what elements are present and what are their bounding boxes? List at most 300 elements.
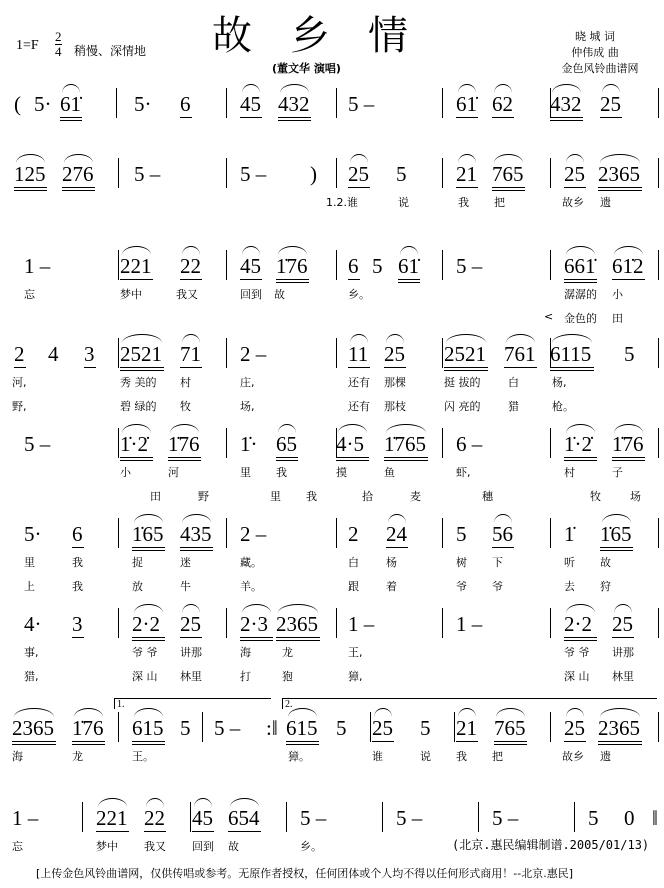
lyric-verse-1: 里 bbox=[24, 556, 35, 569]
lyric-verse-1: 王。 bbox=[132, 750, 154, 763]
barline bbox=[118, 428, 119, 458]
barline bbox=[550, 608, 551, 638]
duration-underline bbox=[598, 744, 642, 745]
lyric-verse-1: 杨, bbox=[552, 376, 567, 389]
lyric-verse-1: 我 bbox=[276, 466, 287, 479]
barline bbox=[202, 712, 203, 742]
note-group: 24 bbox=[386, 522, 407, 546]
note-group: 1̇ bbox=[564, 522, 575, 546]
note-group: 61̇ bbox=[60, 92, 81, 116]
lyric-verse-1: 獐。 bbox=[288, 750, 310, 763]
duration-underline bbox=[492, 190, 525, 191]
slur-arc bbox=[182, 246, 200, 255]
duration-underline bbox=[598, 741, 642, 742]
lyric-verse-2: 碧 绿的 bbox=[120, 400, 157, 413]
barline bbox=[658, 712, 659, 742]
note-group: 22 bbox=[144, 806, 165, 830]
lyric-verse-2: 狍 bbox=[282, 670, 293, 683]
barline bbox=[550, 518, 551, 548]
note-group: ( bbox=[14, 92, 21, 116]
duration-underline bbox=[72, 637, 84, 638]
duration-underline bbox=[564, 640, 597, 641]
barline bbox=[550, 158, 551, 188]
barline bbox=[116, 88, 117, 118]
duration-underline bbox=[276, 460, 298, 461]
barline bbox=[442, 518, 443, 548]
barline bbox=[118, 338, 119, 368]
lyric-verse-1: 村 bbox=[564, 466, 575, 479]
duration-underline bbox=[456, 741, 478, 742]
duration-underline bbox=[132, 637, 165, 638]
note-group: 3 bbox=[72, 612, 83, 636]
barline bbox=[658, 428, 659, 458]
slur-arc bbox=[98, 798, 127, 807]
duration-underline bbox=[598, 190, 642, 191]
note-group: ‖ bbox=[652, 806, 658, 830]
note-group: 71 bbox=[180, 342, 201, 366]
duration-underline bbox=[444, 367, 488, 368]
slur-arc bbox=[122, 424, 151, 433]
lyric-verse-2: 野 bbox=[198, 490, 209, 503]
barline bbox=[550, 250, 551, 280]
duration-underline bbox=[286, 741, 319, 742]
lyric-verse-1: 我 bbox=[456, 750, 467, 763]
duration-underline bbox=[60, 117, 82, 118]
duration-underline bbox=[384, 367, 406, 368]
duration-underline bbox=[14, 367, 26, 368]
barline bbox=[118, 712, 119, 742]
volta-bracket bbox=[282, 698, 657, 709]
note-group: 2521 bbox=[120, 342, 162, 366]
note-group: 3 bbox=[84, 342, 95, 366]
lyric-verse-1: 故 bbox=[600, 556, 611, 569]
note-group: 2 – bbox=[240, 522, 267, 546]
lyric-verse-2: 獐, bbox=[348, 670, 363, 683]
note-group: 1̇76 bbox=[276, 254, 308, 278]
lyric-verse-1: 把 bbox=[492, 750, 503, 763]
note-group: 5 – bbox=[300, 806, 327, 830]
duration-underline bbox=[278, 120, 311, 121]
copyright-footer: [上传金色风铃曲谱网，仅供传唱或参考。无原作者授权，任何团体或个人均不得以任何形式商用！--北京.惠民] bbox=[36, 867, 574, 880]
lyric-verse-1: 龙 bbox=[282, 646, 293, 659]
lyric-verse-1: 河 bbox=[168, 466, 179, 479]
lyric-verse-2: 那枝 bbox=[384, 400, 406, 413]
lyric-verse-2: 我 bbox=[306, 490, 317, 503]
lyric-verse-1: 听 bbox=[564, 556, 575, 569]
duration-underline bbox=[14, 190, 47, 191]
lyric-verse-1: 谁 bbox=[372, 750, 383, 763]
slur-arc bbox=[16, 154, 45, 163]
slur-arc bbox=[566, 604, 595, 613]
duration-underline bbox=[96, 831, 129, 832]
slur-arc bbox=[458, 708, 476, 717]
note-group: 21 bbox=[456, 162, 477, 186]
note-group: :‖ bbox=[266, 716, 278, 740]
barline bbox=[118, 608, 119, 638]
duration-underline bbox=[550, 117, 583, 118]
duration-underline bbox=[550, 370, 594, 371]
duration-underline bbox=[384, 457, 428, 458]
note-group: 5· bbox=[24, 522, 42, 546]
barline bbox=[550, 428, 551, 458]
note-group: 2 – bbox=[240, 342, 267, 366]
lyric-verse-2: 林里 bbox=[612, 670, 634, 683]
note-group: 21 bbox=[456, 716, 477, 740]
note-group: 615 bbox=[132, 716, 164, 740]
duration-underline bbox=[278, 117, 311, 118]
composer-credit: 仲伟成 曲 bbox=[571, 46, 619, 59]
lyric-verse-1: 回到 bbox=[192, 840, 214, 853]
duration-underline bbox=[60, 120, 82, 121]
duration-underline bbox=[84, 367, 96, 368]
note-group: 5 – bbox=[214, 716, 241, 740]
lyric-verse-1: 子 bbox=[612, 466, 623, 479]
duration-underline bbox=[286, 744, 319, 745]
slur-arc bbox=[242, 84, 260, 93]
note-group: 2·2 bbox=[132, 612, 160, 636]
duration-underline bbox=[444, 370, 488, 371]
slur-arc bbox=[278, 604, 318, 613]
note-group: 0 bbox=[624, 806, 635, 830]
note-group: 2 bbox=[348, 522, 359, 546]
lyric-verse-1: 忘 bbox=[12, 840, 23, 853]
note-group: 5 bbox=[420, 716, 431, 740]
barline bbox=[478, 802, 479, 832]
lyric-verse-1: 迷 bbox=[180, 556, 191, 569]
slur-arc bbox=[134, 514, 163, 523]
duration-underline bbox=[564, 282, 597, 283]
lyric-verse-2: 爷 bbox=[492, 580, 503, 593]
note-group: 1̇76 bbox=[72, 716, 104, 740]
lyric-verse-2: < bbox=[544, 310, 554, 323]
duration-underline bbox=[12, 744, 56, 745]
lyric-verse-1: 乡。 bbox=[348, 288, 370, 301]
barline bbox=[336, 338, 337, 368]
duration-underline bbox=[62, 187, 95, 188]
lyric-verse-2: 场, bbox=[240, 400, 255, 413]
lyric-verse-1: 白 bbox=[348, 556, 359, 569]
note-group: 276 bbox=[62, 162, 94, 186]
duration-underline bbox=[132, 640, 165, 641]
slur-arc bbox=[614, 246, 643, 255]
lyric-verse-1: 那棵 bbox=[384, 376, 406, 389]
note-group: 5 – bbox=[456, 254, 483, 278]
duration-underline bbox=[120, 460, 153, 461]
note-group: 1̇· bbox=[240, 432, 258, 456]
lyric-verse-1: 梦中 bbox=[120, 288, 142, 301]
duration-underline bbox=[120, 279, 153, 280]
duration-underline bbox=[14, 187, 47, 188]
slur-arc bbox=[170, 424, 199, 433]
note-group: 6 – bbox=[456, 432, 483, 456]
slur-arc bbox=[566, 246, 595, 255]
note-group: 6115 bbox=[550, 342, 592, 366]
slur-arc bbox=[280, 84, 309, 93]
duration-underline bbox=[276, 637, 320, 638]
note-group: 5· bbox=[134, 92, 152, 116]
duration-underline bbox=[240, 117, 262, 118]
duration-underline bbox=[564, 460, 597, 461]
slur-arc bbox=[388, 514, 406, 523]
note-group: 61̇ bbox=[398, 254, 419, 278]
duration-underline bbox=[132, 550, 165, 551]
slur-arc bbox=[14, 708, 54, 717]
note-group: 5 bbox=[456, 522, 467, 546]
note-group: 1 – bbox=[456, 612, 483, 636]
note-group: 61̇ bbox=[456, 92, 477, 116]
slur-arc bbox=[614, 424, 643, 433]
barline bbox=[286, 802, 287, 832]
duration-underline bbox=[564, 457, 597, 458]
note-group: 65 bbox=[276, 432, 297, 456]
duration-underline bbox=[276, 457, 298, 458]
barline bbox=[658, 250, 659, 280]
duration-underline bbox=[180, 117, 192, 118]
lyric-verse-2: 金色的 bbox=[564, 312, 597, 325]
slur-arc bbox=[182, 334, 200, 343]
slur-arc bbox=[64, 154, 93, 163]
lyric-verse-2: 上 bbox=[24, 580, 35, 593]
barline bbox=[658, 608, 659, 638]
note-group: 25 bbox=[600, 92, 621, 116]
duration-underline bbox=[240, 279, 262, 280]
lyric-verse-1: 里 bbox=[240, 466, 251, 479]
lyric-verse-2: 深 山 bbox=[132, 670, 158, 683]
note-group: 1 – bbox=[12, 806, 39, 830]
lyric-verse-2: 还有 bbox=[348, 400, 370, 413]
duration-underline bbox=[336, 460, 369, 461]
lyric-verse-2: 场 bbox=[630, 490, 641, 503]
note-group: 56 bbox=[492, 522, 513, 546]
duration-underline bbox=[144, 831, 166, 832]
slur-arc bbox=[122, 246, 151, 255]
note-group: 45 bbox=[240, 92, 261, 116]
lyric-verse-1: 故乡 bbox=[562, 196, 584, 209]
lyric-verse-2: 深 山 bbox=[564, 670, 590, 683]
lyric-verse-1: 事, bbox=[24, 646, 39, 659]
barline bbox=[442, 250, 443, 280]
lyric-verse-1: 摸 bbox=[336, 466, 347, 479]
note-group: 432 bbox=[550, 92, 582, 116]
duration-underline bbox=[398, 282, 420, 283]
slur-arc bbox=[458, 84, 476, 93]
slur-arc bbox=[552, 334, 592, 343]
note-group: 5 bbox=[336, 716, 347, 740]
lyric-verse-1: 藏。 bbox=[240, 556, 262, 569]
barline bbox=[454, 712, 455, 742]
barline bbox=[382, 802, 383, 832]
lyric-verse-1: 说 bbox=[398, 196, 409, 209]
note-group: 435 bbox=[180, 522, 212, 546]
duration-underline bbox=[180, 279, 202, 280]
lyric-verse-2: 爷 bbox=[456, 580, 467, 593]
note-group: 125 bbox=[14, 162, 46, 186]
duration-underline bbox=[612, 279, 645, 280]
tempo-marking: 稍慢、深情地 bbox=[74, 44, 147, 58]
barline bbox=[226, 88, 227, 118]
barline bbox=[442, 338, 443, 368]
lyric-verse-1: 还有 bbox=[348, 376, 370, 389]
note-group: 5 bbox=[588, 806, 599, 830]
transcriber-signature: (北京.惠民编辑制谱.2005/01/13) bbox=[452, 838, 650, 852]
note-group: 5 bbox=[396, 162, 407, 186]
slur-arc bbox=[566, 154, 584, 163]
barline bbox=[574, 802, 575, 832]
performer: (董文华 演唱) bbox=[272, 62, 341, 75]
lyric-verse-2: 麦 bbox=[410, 490, 421, 503]
lyric-verse-2: 拾 bbox=[362, 490, 373, 503]
note-group: 1̇65 bbox=[132, 522, 164, 546]
lyric-verse-2: 跟 bbox=[348, 580, 359, 593]
note-group: 1̇765 bbox=[384, 432, 426, 456]
lyric-verse-1: 我又 bbox=[144, 840, 166, 853]
lyric-verse-1: 村 bbox=[180, 376, 191, 389]
slur-arc bbox=[278, 246, 307, 255]
lyric-verse-1: 1.2.谁 bbox=[326, 196, 358, 209]
duration-underline bbox=[494, 744, 527, 745]
slur-arc bbox=[566, 424, 595, 433]
lyric-verse-1: 秀 美的 bbox=[120, 376, 157, 389]
lyric-verse-1: 故 bbox=[228, 840, 239, 853]
lyric-verse-1: 乡。 bbox=[300, 840, 322, 853]
lyric-verse-2: 狩 bbox=[600, 580, 611, 593]
barline bbox=[370, 712, 371, 742]
note-group: 1̇65 bbox=[600, 522, 632, 546]
duration-underline bbox=[564, 279, 597, 280]
slur-arc bbox=[134, 708, 163, 717]
slur-arc bbox=[566, 708, 584, 717]
slur-arc bbox=[62, 84, 80, 93]
lyric-verse-1: 忘 bbox=[24, 288, 35, 301]
duration-underline bbox=[564, 187, 586, 188]
barline bbox=[226, 608, 227, 638]
barline bbox=[82, 802, 83, 832]
note-group: 2·2 bbox=[564, 612, 592, 636]
duration-underline bbox=[612, 460, 645, 461]
note-group: 765 bbox=[494, 716, 526, 740]
lyric-verse-1: 庄, bbox=[240, 376, 255, 389]
slur-arc bbox=[458, 154, 476, 163]
lyric-verse-2: 羊。 bbox=[240, 580, 262, 593]
duration-underline bbox=[180, 637, 202, 638]
note-group: 25 bbox=[564, 716, 585, 740]
lyric-verse-1: 海 bbox=[240, 646, 251, 659]
note-group: 2365 bbox=[598, 162, 640, 186]
lyric-verse-1: 遗 bbox=[600, 196, 611, 209]
note-group: 1 – bbox=[24, 254, 51, 278]
note-group: 654 bbox=[228, 806, 260, 830]
time-signature bbox=[55, 30, 62, 59]
barline bbox=[550, 712, 551, 742]
lyric-verse-1: 海 bbox=[12, 750, 23, 763]
note-group: 5 bbox=[180, 716, 191, 740]
duration-underline bbox=[180, 550, 213, 551]
slur-arc bbox=[600, 708, 640, 717]
volta-label: 1. bbox=[117, 699, 125, 710]
note-group: 2·3 bbox=[240, 612, 268, 636]
lyric-verse-1: 讲那 bbox=[612, 646, 634, 659]
duration-underline bbox=[72, 741, 105, 742]
note-group: 11 bbox=[348, 342, 369, 366]
slur-arc bbox=[386, 424, 426, 433]
slur-arc bbox=[600, 154, 640, 163]
barline bbox=[658, 88, 659, 118]
lyric-verse-1: 捉 bbox=[132, 556, 143, 569]
duration-underline bbox=[494, 741, 527, 742]
duration-underline bbox=[564, 637, 597, 638]
note-group: 25 bbox=[348, 162, 369, 186]
barline bbox=[336, 158, 337, 188]
duration-underline bbox=[12, 741, 56, 742]
slur-arc bbox=[350, 154, 368, 163]
lyric-verse-1: 下 bbox=[492, 556, 503, 569]
slur-arc bbox=[146, 798, 164, 807]
duration-underline bbox=[336, 457, 369, 458]
barline bbox=[336, 250, 337, 280]
duration-underline bbox=[180, 367, 202, 368]
slur-arc bbox=[338, 424, 367, 433]
slur-arc bbox=[374, 708, 392, 717]
duration-underline bbox=[550, 120, 583, 121]
note-group: 25 bbox=[564, 162, 585, 186]
lyric-verse-1: 回到 bbox=[240, 288, 262, 301]
note-group: 5 – bbox=[348, 92, 375, 116]
barline bbox=[442, 428, 443, 458]
lyric-verse-1: 潺潺的 bbox=[564, 288, 597, 301]
duration-underline bbox=[276, 640, 320, 641]
duration-underline bbox=[72, 744, 105, 745]
note-group: 5 – bbox=[134, 162, 161, 186]
duration-underline bbox=[132, 741, 165, 742]
slur-arc bbox=[602, 514, 631, 523]
key-signature: 1=F bbox=[16, 38, 39, 53]
lyric-verse-1: 挺 拔的 bbox=[444, 376, 481, 389]
lyric-verse-2: 闪 亮的 bbox=[444, 400, 481, 413]
duration-underline bbox=[564, 741, 586, 742]
lyric-verse-1: 说 bbox=[420, 750, 431, 763]
slur-arc bbox=[494, 154, 523, 163]
duration-underline bbox=[240, 640, 273, 641]
lyric-verse-1: 故 bbox=[274, 288, 285, 301]
lyric-verse-2: 打 bbox=[240, 670, 251, 683]
note-group: 5 – bbox=[240, 162, 267, 186]
barline bbox=[118, 518, 119, 548]
barline bbox=[442, 88, 443, 118]
barline bbox=[118, 250, 119, 280]
note-group: 761 bbox=[504, 342, 536, 366]
barline bbox=[226, 250, 227, 280]
lyric-verse-1: 白 bbox=[508, 376, 519, 389]
note-group: 1̇76 bbox=[168, 432, 200, 456]
duration-underline bbox=[386, 547, 408, 548]
barline bbox=[226, 338, 227, 368]
note-group: 661̇ bbox=[564, 254, 596, 278]
lyric-verse-1: 爷 爷 bbox=[132, 646, 158, 659]
duration-underline bbox=[600, 547, 633, 548]
note-group: 25 bbox=[180, 612, 201, 636]
lyric-verse-2: 放 bbox=[132, 580, 143, 593]
lyric-verse-2: 猎, bbox=[24, 670, 39, 683]
lyric-verse-1: 河, bbox=[12, 376, 27, 389]
lyric-verse-1: 王, bbox=[348, 646, 363, 659]
duration-underline bbox=[600, 550, 633, 551]
duration-underline bbox=[504, 367, 537, 368]
lyric-verse-1: 小 bbox=[120, 466, 131, 479]
duration-underline bbox=[72, 547, 84, 548]
lyric-verse-2: 田 bbox=[612, 312, 623, 325]
duration-underline bbox=[62, 190, 95, 191]
lyric-verse-1: 我又 bbox=[176, 288, 198, 301]
